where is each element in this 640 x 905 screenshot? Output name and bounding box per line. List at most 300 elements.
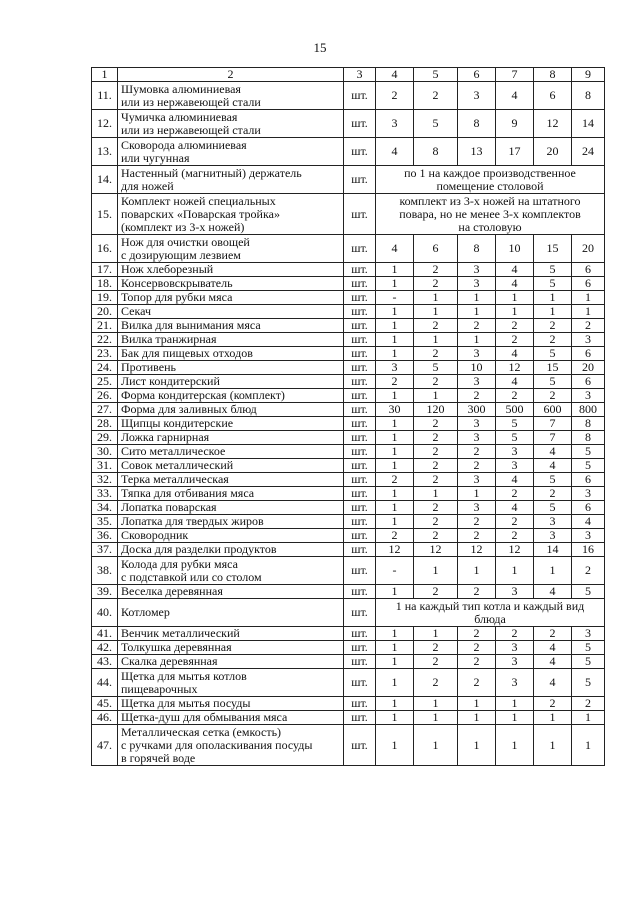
quantity-cell: 6 <box>572 473 605 487</box>
quantity-cell: 2 <box>414 263 458 277</box>
quantity-cell: 2 <box>572 697 605 711</box>
quantity-cell: 12 <box>534 110 572 138</box>
quantity-cell: 2 <box>458 529 496 543</box>
item-name-line: Вилка транжирная <box>121 332 217 346</box>
quantity-cell: 1 <box>534 305 572 319</box>
quantity-cell: 17 <box>496 138 534 166</box>
quantity-cell: 1 <box>458 725 496 766</box>
quantity-cell: 2 <box>458 669 496 697</box>
quantity-cell: 14 <box>534 543 572 557</box>
unit-cell: шт. <box>344 194 376 235</box>
quantity-cell: 1 <box>496 557 534 585</box>
quantity-cell: 1 <box>534 557 572 585</box>
quantity-cell: 5 <box>572 669 605 697</box>
quantity-cell: 1 <box>376 333 414 347</box>
quantity-cell: 4 <box>496 277 534 291</box>
quantity-cell: - <box>376 557 414 585</box>
quantity-cell: 8 <box>458 235 496 263</box>
quantity-cell: 2 <box>496 487 534 501</box>
quantity-cell: 1 <box>458 305 496 319</box>
unit-cell: шт. <box>344 333 376 347</box>
quantity-cell: 1 <box>458 291 496 305</box>
row-number: 24. <box>92 361 118 375</box>
equipment-table <box>91 67 605 766</box>
quantity-cell: 4 <box>534 641 572 655</box>
quantity-cell: 1 <box>376 431 414 445</box>
quantity-cell: 4 <box>534 459 572 473</box>
header-cell: 8 <box>534 68 572 82</box>
table-row <box>92 697 605 711</box>
row-number: 13. <box>92 138 118 166</box>
quantity-cell: 4 <box>496 347 534 361</box>
unit-cell: шт. <box>344 725 376 766</box>
item-name <box>118 347 344 361</box>
item-name <box>118 110 344 138</box>
quantity-cell: 16 <box>572 543 605 557</box>
quantity-cell: 2 <box>534 319 572 333</box>
item-name <box>118 194 344 235</box>
quantity-cell: 4 <box>572 515 605 529</box>
quantity-cell: 4 <box>496 473 534 487</box>
quantity-cell: 20 <box>572 361 605 375</box>
quantity-cell: 2 <box>496 515 534 529</box>
item-name <box>118 557 344 585</box>
quantity-cell: 12 <box>496 361 534 375</box>
item-name-line: Щетка для мытья посуды <box>121 696 251 710</box>
table-row <box>92 361 605 375</box>
quantity-cell: 4 <box>534 585 572 599</box>
quantity-cell: 1 <box>458 697 496 711</box>
quantity-cell: 5 <box>534 263 572 277</box>
quantity-cell: 5 <box>572 585 605 599</box>
quantity-cell: 1 <box>458 711 496 725</box>
item-name <box>118 515 344 529</box>
item-name-line: Лопатка для твердых жиров <box>121 514 264 528</box>
quantity-cell: 1 <box>414 725 458 766</box>
quantity-cell: 2 <box>458 445 496 459</box>
quantity-cell: 3 <box>376 110 414 138</box>
quantity-cell: 2 <box>534 389 572 403</box>
item-name <box>118 501 344 515</box>
quantity-cell: 5 <box>572 445 605 459</box>
item-name <box>118 599 344 627</box>
quantity-cell: 3 <box>496 445 534 459</box>
quantity-cell: 3 <box>572 389 605 403</box>
item-name-line: Толкушка деревянная <box>121 640 232 654</box>
row-number: 25. <box>92 375 118 389</box>
quantity-cell: 9 <box>496 110 534 138</box>
quantity-cell: 3 <box>572 529 605 543</box>
quantity-cell: 1 <box>414 333 458 347</box>
quantity-cell: 1 <box>376 627 414 641</box>
quantity-cell: 2 <box>414 277 458 291</box>
quantity-cell: 1 <box>376 459 414 473</box>
quantity-cell: 1 <box>414 557 458 585</box>
quantity-cell: 2 <box>458 389 496 403</box>
quantity-cell: 3 <box>458 347 496 361</box>
item-name-line: Лопатка поварская <box>121 500 217 514</box>
item-name <box>118 319 344 333</box>
unit-cell: шт. <box>344 347 376 361</box>
quantity-cell: 3 <box>458 82 496 110</box>
item-name-line: Ложка гарнирная <box>121 430 210 444</box>
quantity-cell: 2 <box>496 389 534 403</box>
quantity-cell: 2 <box>414 501 458 515</box>
header-cell: 4 <box>376 68 414 82</box>
item-name-line: Чумичка алюминиевая <box>121 109 238 124</box>
quantity-cell: 2 <box>572 557 605 585</box>
row-number: 14. <box>92 166 118 194</box>
quantity-cell: 30 <box>376 403 414 417</box>
table-row <box>92 403 605 417</box>
unit-cell: шт. <box>344 487 376 501</box>
quantity-cell: 6 <box>572 375 605 389</box>
quantity-cell: 5 <box>496 417 534 431</box>
quantity-cell: 2 <box>414 417 458 431</box>
table-row <box>92 82 605 110</box>
row-number: 16. <box>92 235 118 263</box>
quantity-cell: 600 <box>534 403 572 417</box>
unit-cell: шт. <box>344 501 376 515</box>
table-row <box>92 669 605 697</box>
item-name <box>118 389 344 403</box>
row-number: 29. <box>92 431 118 445</box>
quantity-cell: 3 <box>458 431 496 445</box>
quantity-cell: 1 <box>376 263 414 277</box>
table-row <box>92 389 605 403</box>
item-name <box>118 305 344 319</box>
unit-cell: шт. <box>344 389 376 403</box>
header-cell: 9 <box>572 68 605 82</box>
item-name <box>118 375 344 389</box>
quantity-cell: 1 <box>572 291 605 305</box>
quantity-cell: 24 <box>572 138 605 166</box>
item-name-line: Нож для очистки овощей <box>121 234 250 249</box>
item-name-line: Противень <box>121 360 176 374</box>
quantity-cell: 1 <box>376 305 414 319</box>
table-row <box>92 347 605 361</box>
item-name-line: Лист кондитерский <box>121 374 220 388</box>
row-number: 45. <box>92 697 118 711</box>
quantity-cell: 800 <box>572 403 605 417</box>
table-row <box>92 501 605 515</box>
quantity-cell: 14 <box>572 110 605 138</box>
quantity-cell: 2 <box>496 529 534 543</box>
item-name-line: Комплект ножей специальных <box>121 193 276 208</box>
quantity-cell: 300 <box>458 403 496 417</box>
quantity-cell: 2 <box>496 319 534 333</box>
item-name <box>118 277 344 291</box>
row-number: 42. <box>92 641 118 655</box>
unit-cell: шт. <box>344 557 376 585</box>
quantity-cell: 2 <box>414 473 458 487</box>
quantity-cell: 2 <box>496 627 534 641</box>
quantity-cell: 2 <box>414 431 458 445</box>
row-number: 18. <box>92 277 118 291</box>
table-row <box>92 305 605 319</box>
item-name-line: Топор для рубки мяса <box>121 290 233 304</box>
quantity-cell: 10 <box>496 235 534 263</box>
item-name <box>118 529 344 543</box>
quantity-cell: 20 <box>572 235 605 263</box>
unit-cell: шт. <box>344 473 376 487</box>
unit-cell: шт. <box>344 431 376 445</box>
quantity-cell: 3 <box>496 655 534 669</box>
quantity-cell: 2 <box>458 641 496 655</box>
row-number: 19. <box>92 291 118 305</box>
merged-note-cell <box>376 166 605 194</box>
quantity-cell: 1 <box>376 515 414 529</box>
unit-cell: шт. <box>344 82 376 110</box>
table-row <box>92 529 605 543</box>
quantity-cell: 5 <box>534 375 572 389</box>
unit-cell: шт. <box>344 277 376 291</box>
merged-note-line: блюда <box>474 611 506 626</box>
row-number: 33. <box>92 487 118 501</box>
header-cell: 5 <box>414 68 458 82</box>
unit-cell: шт. <box>344 655 376 669</box>
merged-note-cell <box>376 599 605 627</box>
quantity-cell: 1 <box>376 319 414 333</box>
merged-note-line: по 1 на каждое производственное <box>404 165 576 180</box>
item-name <box>118 417 344 431</box>
table-row <box>92 319 605 333</box>
quantity-cell: 4 <box>496 501 534 515</box>
quantity-cell: 1 <box>458 557 496 585</box>
item-name-line: Колода для рубки мяса <box>121 556 238 571</box>
item-name-line: пищеварочных <box>121 681 198 696</box>
quantity-cell: 12 <box>376 543 414 557</box>
item-name <box>118 263 344 277</box>
quantity-cell: 1 <box>496 291 534 305</box>
item-name-line: поварских «Поварская тройка» <box>121 206 280 221</box>
quantity-cell: 6 <box>534 82 572 110</box>
quantity-cell: 2 <box>458 319 496 333</box>
quantity-cell: 3 <box>572 333 605 347</box>
table-row <box>92 431 605 445</box>
item-name-line: Доска для разделки продуктов <box>121 542 277 556</box>
quantity-cell: 3 <box>496 669 534 697</box>
quantity-cell: 2 <box>376 82 414 110</box>
header-cell: 6 <box>458 68 496 82</box>
item-name-line: с ручками для ополаскивания посуды <box>121 737 313 752</box>
row-number: 27. <box>92 403 118 417</box>
table-row <box>92 655 605 669</box>
quantity-cell: 1 <box>376 347 414 361</box>
quantity-cell: 12 <box>496 543 534 557</box>
item-name-line: Вилка для вынимания мяса <box>121 318 261 332</box>
quantity-cell: 1 <box>414 389 458 403</box>
unit-cell: шт. <box>344 319 376 333</box>
quantity-cell: 2 <box>414 529 458 543</box>
item-name <box>118 138 344 166</box>
table-row <box>92 333 605 347</box>
table-row <box>92 473 605 487</box>
quantity-cell: 2 <box>534 627 572 641</box>
quantity-cell: 2 <box>458 459 496 473</box>
item-name <box>118 585 344 599</box>
table-body <box>92 68 605 766</box>
item-name-line: Шумовка алюминиевая <box>121 81 241 96</box>
quantity-cell: 2 <box>458 627 496 641</box>
quantity-cell: 7 <box>534 431 572 445</box>
table-row <box>92 711 605 725</box>
quantity-cell: 3 <box>572 487 605 501</box>
table-row <box>92 417 605 431</box>
item-name <box>118 669 344 697</box>
quantity-cell: 4 <box>534 669 572 697</box>
quantity-cell: 4 <box>496 263 534 277</box>
unit-cell: шт. <box>344 445 376 459</box>
quantity-cell: 3 <box>572 627 605 641</box>
unit-cell: шт. <box>344 235 376 263</box>
table-row <box>92 445 605 459</box>
item-name <box>118 333 344 347</box>
row-number: 37. <box>92 543 118 557</box>
table-row <box>92 166 605 194</box>
quantity-cell: 3 <box>496 585 534 599</box>
unit-cell: шт. <box>344 291 376 305</box>
table-row <box>92 599 605 627</box>
item-name-line: Нож хлеборезный <box>121 262 214 276</box>
merged-note-line: помещение столовой <box>436 178 544 193</box>
item-name-line: с дозирующим лезвием <box>121 247 241 262</box>
item-name-line: для ножей <box>121 178 174 193</box>
quantity-cell: 2 <box>534 333 572 347</box>
quantity-cell: 1 <box>376 655 414 669</box>
unit-cell: шт. <box>344 361 376 375</box>
item-name-line: (комплект из 3-х ножей) <box>121 219 245 234</box>
quantity-cell: 1 <box>496 711 534 725</box>
page-number: 15 <box>313 40 327 55</box>
row-number: 40. <box>92 599 118 627</box>
quantity-cell: 3 <box>458 501 496 515</box>
header-cell: 1 <box>92 68 118 82</box>
item-name-line: Щетка-душ для обмывания мяса <box>121 710 288 724</box>
quantity-cell: 1 <box>376 389 414 403</box>
quantity-cell: 1 <box>376 417 414 431</box>
table-row <box>92 194 605 235</box>
quantity-cell: 1 <box>376 501 414 515</box>
quantity-cell: 5 <box>534 277 572 291</box>
table-row <box>92 375 605 389</box>
quantity-cell: 1 <box>376 725 414 766</box>
quantity-cell: 3 <box>458 417 496 431</box>
quantity-cell: 2 <box>414 319 458 333</box>
unit-cell: шт. <box>344 375 376 389</box>
quantity-cell: 1 <box>414 697 458 711</box>
unit-cell: шт. <box>344 515 376 529</box>
quantity-cell: 1 <box>376 697 414 711</box>
quantity-cell: 2 <box>414 655 458 669</box>
item-name-line: Скалка деревянная <box>121 654 218 668</box>
table-row <box>92 277 605 291</box>
quantity-cell: 6 <box>572 277 605 291</box>
quantity-cell: 20 <box>534 138 572 166</box>
quantity-cell: 1 <box>376 711 414 725</box>
quantity-cell: 1 <box>534 725 572 766</box>
row-number: 35. <box>92 515 118 529</box>
merged-note-line: повара, но не менее 3-х комплектов <box>399 206 581 221</box>
item-name <box>118 166 344 194</box>
table-row <box>92 627 605 641</box>
quantity-cell: 1 <box>376 277 414 291</box>
quantity-cell: 4 <box>496 82 534 110</box>
merged-note-line: на столовую <box>458 219 522 234</box>
quantity-cell: 12 <box>414 543 458 557</box>
row-number: 26. <box>92 389 118 403</box>
quantity-cell: 5 <box>534 473 572 487</box>
quantity-cell: 2 <box>414 585 458 599</box>
quantity-cell: 1 <box>414 627 458 641</box>
unit-cell: шт. <box>344 697 376 711</box>
table-header-row <box>92 68 605 82</box>
quantity-cell: 2 <box>376 375 414 389</box>
quantity-cell: 4 <box>534 445 572 459</box>
quantity-cell: 1 <box>496 725 534 766</box>
quantity-cell: 1 <box>376 669 414 697</box>
quantity-cell: 13 <box>458 138 496 166</box>
table-row <box>92 585 605 599</box>
quantity-cell: 5 <box>534 501 572 515</box>
item-name <box>118 655 344 669</box>
quantity-cell: 2 <box>414 347 458 361</box>
row-number: 30. <box>92 445 118 459</box>
quantity-cell: 3 <box>458 277 496 291</box>
row-number: 22. <box>92 333 118 347</box>
quantity-cell: 3 <box>376 361 414 375</box>
quantity-cell: 2 <box>458 585 496 599</box>
item-name-line: Терка металлическая <box>121 472 229 486</box>
quantity-cell: 8 <box>414 138 458 166</box>
item-name-line: Секач <box>121 304 152 318</box>
table-row <box>92 291 605 305</box>
quantity-cell: 4 <box>376 235 414 263</box>
item-name-line: Сковородник <box>121 528 189 542</box>
quantity-cell: 2 <box>376 473 414 487</box>
quantity-cell: 1 <box>376 641 414 655</box>
unit-cell: шт. <box>344 641 376 655</box>
item-name <box>118 487 344 501</box>
quantity-cell: 1 <box>458 333 496 347</box>
merged-note-line: комплект из 3-х ножей на штатного <box>399 193 581 208</box>
item-name-line: Тяпка для отбивания мяса <box>121 486 255 500</box>
quantity-cell: 1 <box>496 697 534 711</box>
quantity-cell: 1 <box>376 585 414 599</box>
row-number: 28. <box>92 417 118 431</box>
item-name-line: в горячей воде <box>121 750 196 765</box>
item-name-line: Консервовскрыватель <box>121 276 233 290</box>
quantity-cell: 2 <box>376 529 414 543</box>
item-name-line: Венчик металлический <box>121 626 240 640</box>
item-name-line: Веселка деревянная <box>121 584 223 598</box>
quantity-cell: 2 <box>414 375 458 389</box>
header-cell: 7 <box>496 68 534 82</box>
quantity-cell: 1 <box>414 291 458 305</box>
quantity-cell: 5 <box>572 641 605 655</box>
quantity-cell: 2 <box>458 515 496 529</box>
quantity-cell: 10 <box>458 361 496 375</box>
row-number: 17. <box>92 263 118 277</box>
row-number: 20. <box>92 305 118 319</box>
item-name-line: Форма кондитерская (комплект) <box>121 388 285 402</box>
table-row <box>92 557 605 585</box>
quantity-cell: 1 <box>458 487 496 501</box>
quantity-cell: 1 <box>414 487 458 501</box>
quantity-cell: 15 <box>534 235 572 263</box>
quantity-cell: 8 <box>458 110 496 138</box>
unit-cell: шт. <box>344 263 376 277</box>
